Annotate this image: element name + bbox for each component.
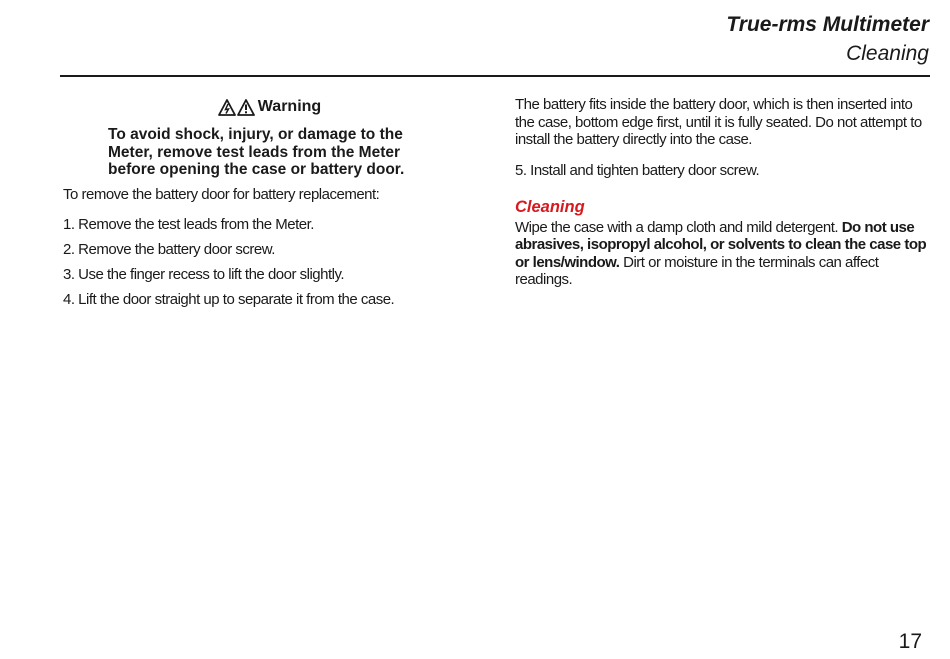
step-item: 1. Remove the test leads from the Meter.: [63, 215, 314, 233]
cleaning-caution-text: Do not use abrasives, isopropyl alcohol, or solvents to clean the case top or lens/window.: [515, 218, 927, 271]
page-number: 17: [898, 630, 922, 653]
header-subtitle: Cleaning: [846, 42, 929, 65]
warning-text: To avoid shock, injury, or damage to the Meter, remove test leads from the Meter before opening the case or battery door.: [108, 126, 405, 178]
battery-steps-list: [63, 216, 458, 308]
header-title: True-rms Multimeter: [726, 13, 929, 36]
warning-heading-label: Warning: [257, 98, 322, 115]
electrical-hazard-warning-icon: [218, 99, 236, 116]
cleaning-text: Wipe the case with a damp cloth and mild detergent.: [515, 218, 839, 236]
header-divider: [60, 75, 930, 77]
step-item: 4. Lift the door straight up to separate it from the case.: [63, 290, 395, 308]
step-item: 2. Remove the battery door screw.: [63, 240, 275, 258]
left-column: [63, 96, 458, 316]
caution-warning-icon: [237, 99, 255, 116]
warning-heading: [81, 96, 458, 118]
battery-fit-paragraph: The battery fits inside the battery door, which is then inserted into the case, bottom edge first, until it is fully seated. Do not attempt to install the battery directly into the case.: [515, 96, 922, 148]
right-column: [515, 96, 927, 289]
step-item: 3. Use the finger recess to lift the door slightly.: [63, 265, 345, 283]
warning-icons: [218, 99, 256, 116]
cleaning-heading: Cleaning: [515, 197, 585, 216]
cleaning-text: Dirt or moisture in the terminals can affect readings.: [515, 253, 879, 288]
cleaning-paragraph: [515, 219, 927, 289]
step-item: 5. Install and tighten battery door screw.: [515, 161, 760, 179]
battery-intro-text: To remove the battery door for battery replacement:: [63, 185, 380, 203]
